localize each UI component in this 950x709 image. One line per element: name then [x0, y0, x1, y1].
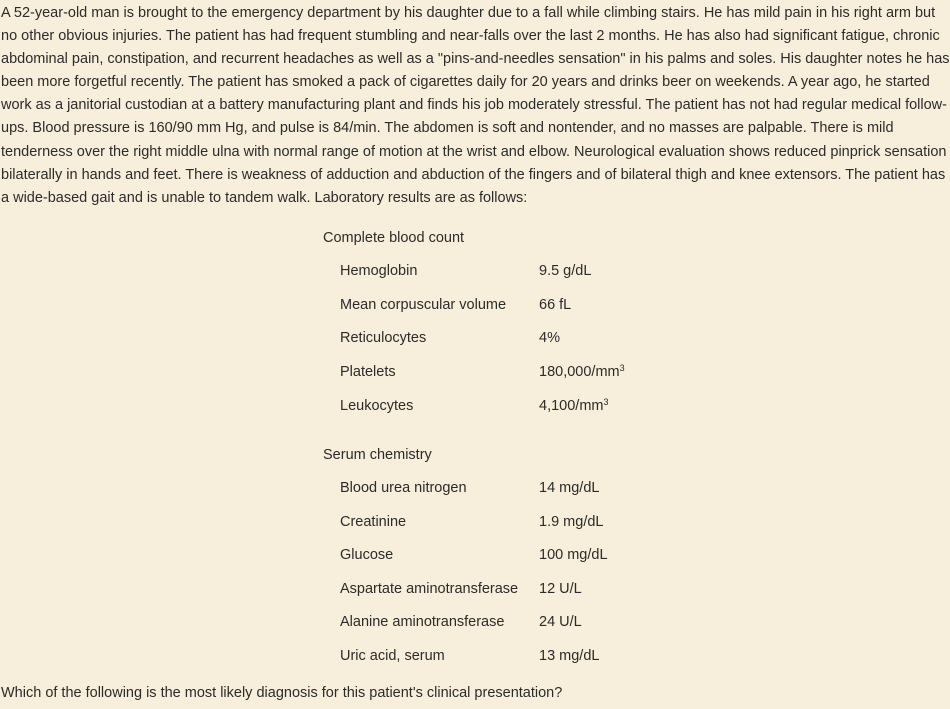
lab-row-hemoglobin: [340, 262, 740, 282]
question-prompt: Which of the following is the most likely diagnosis for this patient's clinical presentation?: [1, 685, 563, 701]
cbc-section-title: Complete blood count: [323, 230, 465, 246]
lab-label: Creatinine: [340, 514, 407, 530]
lab-row-bun: [340, 479, 740, 499]
lab-label: Platelets: [340, 364, 396, 380]
lab-label: Blood urea nitrogen: [340, 480, 467, 496]
superscript: 3: [603, 397, 609, 407]
lab-row-leukocytes: [340, 397, 740, 417]
lab-label: Aspartate aminotransferase: [340, 581, 519, 597]
lab-value: $180,000/mm^3$: [539, 363, 625, 380]
lab-value: $4,100/mm^3$: [539, 397, 609, 414]
superscript: 3: [619, 363, 625, 373]
lab-label: Mean corpuscular volume: [340, 297, 507, 313]
lab-row-creatinine: [340, 513, 740, 533]
lab-row-alt: [340, 613, 740, 633]
lab-value: 14 mg/dL: [539, 480, 600, 496]
lab-row-reticulocytes: [340, 329, 740, 349]
lab-label: Uric acid, serum: [340, 648, 445, 664]
lab-value: 4%: [539, 330, 560, 346]
lab-row-platelets: [340, 363, 740, 383]
lab-label: Hemoglobin: [340, 263, 418, 279]
lab-value: 9.5 g/dL: [539, 263, 592, 279]
lab-row-uric-acid: [340, 647, 740, 667]
lab-label: Leukocytes: [340, 398, 414, 414]
chem-section-title: Serum chemistry: [323, 447, 432, 463]
lab-value: 100 mg/dL: [539, 547, 608, 563]
lab-value: 13 mg/dL: [539, 648, 600, 664]
lab-value: 66 fL: [539, 297, 572, 313]
lab-row-mcv: [340, 296, 740, 316]
lab-label: Alanine aminotransferase: [340, 614, 505, 630]
lab-label: Reticulocytes: [340, 330, 427, 346]
clinical-stem: A 52-year-old man is brought to the emergency department by his daughter due to a fall while climbing stairs. He has mild pain in his right arm but no other obvious injuries. The patient has had frequent stumbling and near-falls over the last 2 months. He has also had significant fatigue, chronic abdominal pain, constipation, and recurrent headaches as well as a "pins-and-needles sensation" in his palms and soles. His daughter notes he has been more forgetful recently. The patient has smoked a pack of cigarettes daily for 20 years and drinks beer on weekends. A year ago, he started work as a janitorial custodian at a battery manufacturing plant and finds his job moderately stressful. The patient has not had regular medical follow-ups. Blood pressure is 160/90 mm Hg, and pulse is 84/min. The abdomen is soft and nontender, and no masses are palpable. There is mild tenderness over the right middle ulna with normal range of motion at the wrist and elbow. Neurological evaluation shows reduced pinprick sensation bilaterally in hands and feet. There is weakness of adduction and abduction of the fingers and of bilateral thigh and knee extensors. The patient has a wide-based gait and is unable to tandem walk. Laboratory results are as follows:: [1, 5, 950, 206]
lab-row-glucose: [340, 546, 740, 566]
lab-row-ast: [340, 580, 740, 600]
lab-label: Glucose: [340, 547, 394, 563]
lab-value: 1.9 mg/dL: [539, 514, 604, 530]
lab-value: 24 U/L: [539, 614, 582, 630]
lab-value: 12 U/L: [539, 581, 582, 597]
